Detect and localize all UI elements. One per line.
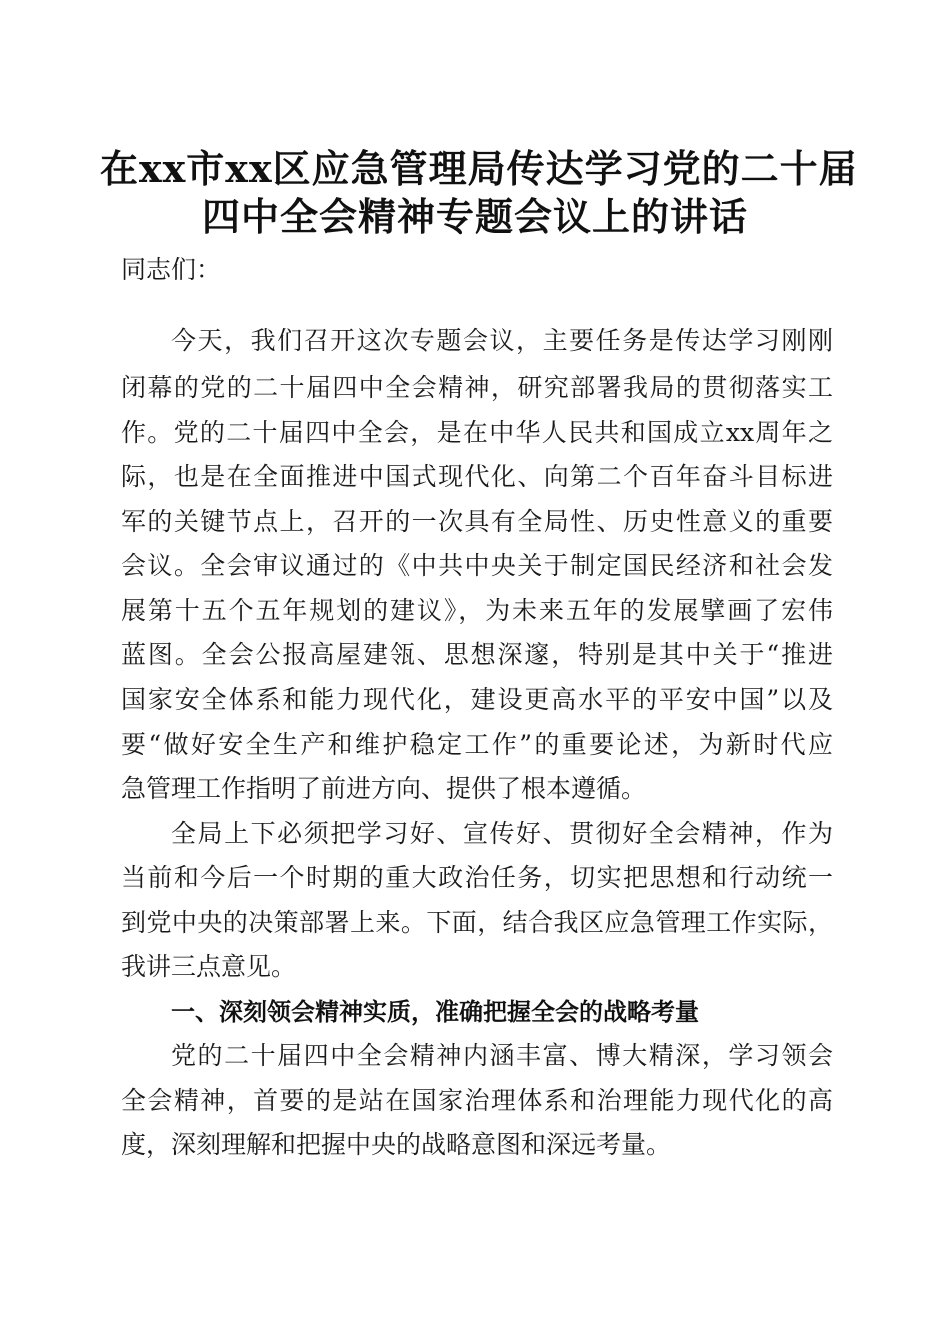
paragraph-2-line: 到党中央的决策部署上来。下面，结合我区应急管理工作实际， xyxy=(121,908,833,937)
paragraph-3-line: 党的二十届四中全会精神内涵丰富、博大精深，学习领会 xyxy=(171,1041,833,1070)
document-title-line-2: 四中全会精神专题会议上的讲话 xyxy=(201,194,748,239)
salutation: 同志们： xyxy=(121,255,222,284)
paragraph-1-line: 际，也是在全面推进中国式现代化、向第二个百年奋斗目标进 xyxy=(121,462,833,491)
paragraph-1-line: 会议。全会审议通过的《中共中央关于制定国民经济和社会发 xyxy=(121,551,833,580)
paragraph-1-line: 军的关键节点上，召开的一次具有全局性、历史性意义的重要 xyxy=(121,507,833,536)
paragraph-1-line: 蓝图。全会公报高屋建瓴、思想深邃，特别是其中关于“推进 xyxy=(121,640,833,669)
paragraph-2-line: 当前和今后一个时期的重大政治任务，切实把思想和行动统一 xyxy=(121,863,833,892)
paragraph-3-line: 度，深刻理解和把握中央的战略意图和深远考量。 xyxy=(121,1130,672,1159)
paragraph-1-line: 今天，我们召开这次专题会议，主要任务是传达学习刚刚 xyxy=(171,326,833,355)
document-title-line-1: 在xx市xx区应急管理局传达学习党的二十届 xyxy=(100,146,858,191)
paragraph-1-line: 要“做好安全生产和维护稳定工作”的重要论述，为新时代应 xyxy=(121,730,833,759)
paragraph-2-line: 全局上下必须把学习好、宣传好、贯彻好全会精神，作为 xyxy=(171,819,833,848)
paragraph-1-line: 国家安全体系和能力现代化，建设更高水平的平安中国”以及 xyxy=(121,685,833,714)
paragraph-3-line: 全会精神，首要的是站在国家治理体系和治理能力现代化的高 xyxy=(121,1086,833,1115)
paragraph-1-line: 展第十五个五年规划的建议》，为未来五年的发展擘画了宏伟 xyxy=(121,596,833,625)
paragraph-1-line: 作。党的二十届四中全会，是在中华人民共和国成立xx周年之 xyxy=(121,418,833,447)
paragraph-2-line: 我讲三点意见。 xyxy=(121,952,297,981)
paragraph-1-line: 闭幕的党的二十届四中全会精神，研究部署我局的贯彻落实工 xyxy=(121,373,833,402)
section-1-heading: 一、深刻领会精神实质，准确把握全会的战略考量 xyxy=(171,998,699,1026)
paragraph-1-line: 急管理工作指明了前进方向、提供了根本遵循。 xyxy=(121,774,647,803)
